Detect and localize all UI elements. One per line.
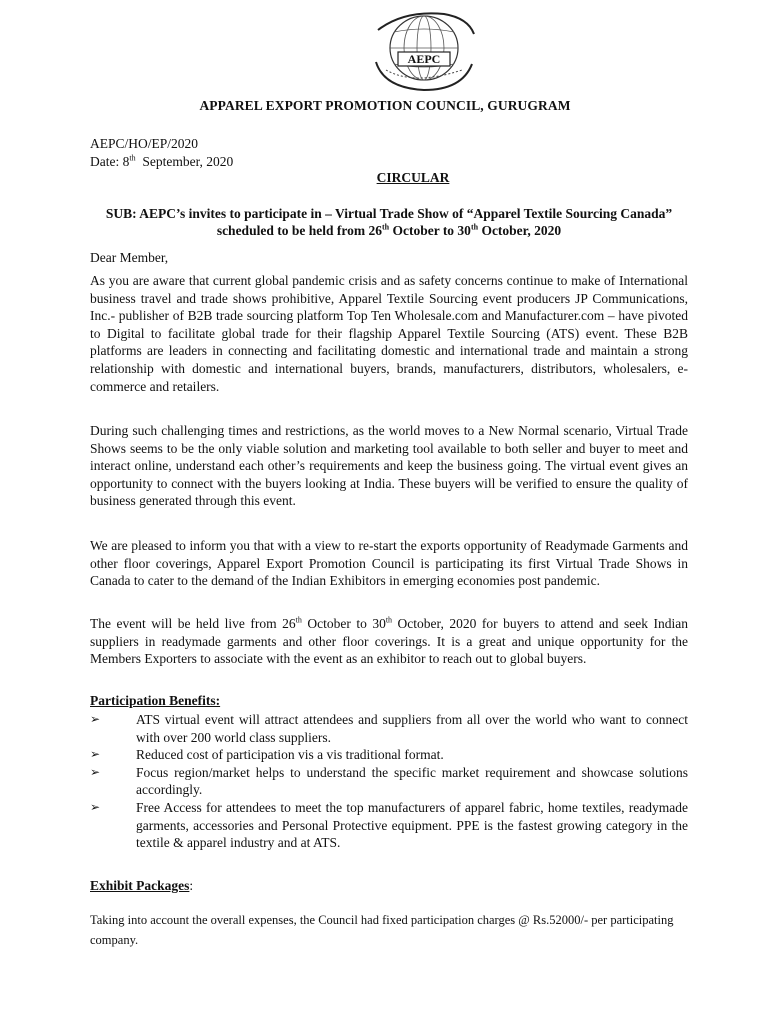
arrow-bullet-icon: ➢ [90,747,101,762]
reference-number: AEPC/HO/EP/2020 [90,136,199,151]
arrow-bullet-icon: ➢ [90,764,101,779]
greeting: Dear Member, [90,250,169,265]
reference-block [90,135,233,171]
list-item: ➢ Reduced cost of participation vis a vis traditional format. [90,747,444,763]
list-item: ➢ Focus region/market helps to understand the specific market requirement and showcase solutions accordingly. [90,764,688,798]
arrow-bullet-icon: ➢ [90,712,101,726]
paragraph-event-dates: The event will be held live from 26th October to 30th October, 2020 for buyers to attend and seek Indian suppliers in readymade garments and other floor coverings. It is a great and unique opportunity for the Members Exporters to associate with the event as an exhibitor to reach out to global buyers. [90,615,688,667]
logo-text: AEPC [407,52,441,66]
subject-line: SUB: AEPC’s invites to participate in – Virtual Trade Show of “Apparel Textile Sourcing Canada” scheduled to be held from 26th October to 30th October, 2020 [105,206,673,238]
arrow-bullet-icon: ➢ [90,799,101,814]
list-item: ➢ ATS virtual event will attract attendees and suppliers from all over the world who want to connect with over 200 world class suppliers. [90,712,688,745]
circular-date: Date: 8th September, 2020 [90,153,234,169]
paragraph-pandemic: As you are aware that current global pandemic crisis and as safety concerns continue to make of International business travel and trade shows prohibitive, Apparel Textile Sourcing event producers JP Communications, Inc.- publisher of B2B trade sourcing platform Top Ten Wholesale.com and Manufacturer.com – have pivoted to Digital to facilitate global trade for their flagship Apparel Textile Sourcing (ATS) event. These B2B platforms are leaders in connecting and facilitating domestic and international trade and maintain a strong relationship with domestic and international buyers, brands, manufacturers, distributors, wholesalers, e-commerce and retailers. [90,273,688,394]
paragraph-participation: We are pleased to inform you that with a view to re-start the exports opportunity of Readymade Garments and other floor coverings, Apparel Export Promotion Council is participating its first Virtual Trade Shows in Canada to cater to the demand of the Indian Exhibitors in emerging economies post pandemic. [90,538,688,589]
organization-title: APPAREL EXPORT PROMOTION COUNCIL, GURUGRAM [199,98,571,113]
benefits-list [90,711,688,852]
aepc-globe-logo-icon [374,8,476,94]
list-item: ➢ Free Access for attendees to meet the top manufacturers of apparel fabric, home textiles, readymade garments, accessories and Personal Protective equipment. PPE is the fastest growing category in the textile & apparel industry and at ATS. [90,799,688,851]
exhibit-heading: Exhibit Packages: [90,878,194,893]
exhibit-charges-text: Taking into account the overall expenses, the Council had fixed participation charges @ Rs.52000/- per participating company. [90,913,674,947]
benefits-heading: Participation Benefits: [90,693,221,708]
paragraph-virtual-trade-shows: During such challenging times and restrictions, as the world moves to a New Normal scenario, Virtual Trade Shows seems to be the only viable solution and marketing tool available to both seller and buyer to meet and interact online, understand each other’s requirements and keep the business going. The virtual event gives an opportunity to connect with the buyers looking at India. These buyers will be verified to ensure the quality of business generated through this event. [90,423,688,509]
circular-heading: CIRCULAR [376,170,450,185]
